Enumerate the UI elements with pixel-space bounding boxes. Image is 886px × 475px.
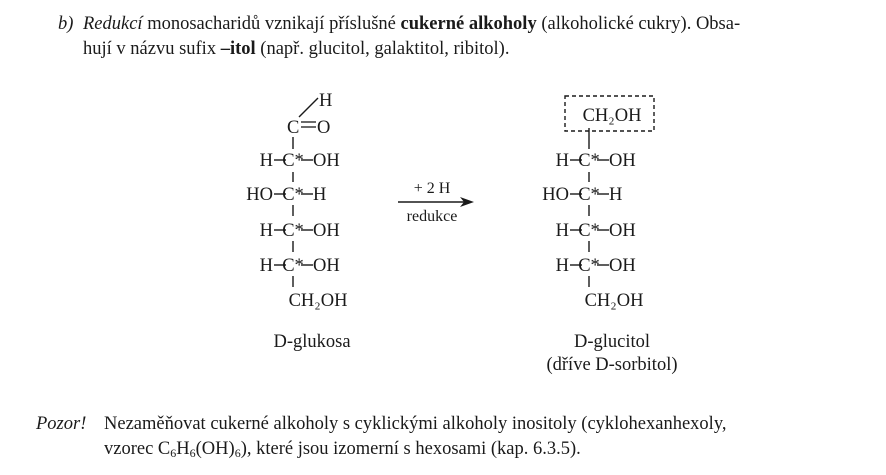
- arrow-condition: redukce: [406, 208, 458, 225]
- reaction-arrow: [398, 180, 474, 225]
- glucitol-structure: [542, 96, 677, 375]
- glucitol-alt-name: (dříve D-sorbitol): [546, 355, 678, 375]
- bond-c-h: [299, 98, 318, 117]
- warning-marker: Pozor!: [36, 414, 87, 434]
- row3-left: H: [259, 221, 273, 241]
- row3-center: C*: [578, 221, 600, 241]
- row3-right: OH: [313, 221, 340, 241]
- list-marker: b): [58, 14, 74, 34]
- glucose-name: D-glukosa: [273, 332, 351, 352]
- glucose-structure: [246, 91, 350, 352]
- row4-right: OH: [609, 256, 636, 276]
- intro-text-4: (např. glucitol, galaktitol, ribitol).: [255, 39, 510, 59]
- intro-text-2: (alkoholické cukry). Obsa-: [536, 14, 741, 34]
- row4-left: H: [555, 256, 569, 276]
- warning-line-2: [104, 437, 581, 462]
- subscript: 6: [234, 446, 241, 460]
- row2-left: HO: [246, 185, 273, 205]
- row4-center: C*: [578, 256, 600, 276]
- formula-part: (OH): [195, 439, 235, 459]
- aldehyde-h: H: [319, 91, 333, 111]
- row3-left: H: [555, 221, 569, 241]
- term-suffix: –itol: [220, 39, 256, 59]
- glucose-bottom: CH₂OH: [288, 291, 348, 311]
- arrow-reagent: + 2 H: [413, 180, 451, 197]
- intro-text-3: hují v názvu sufix: [83, 39, 221, 59]
- subscript: 6: [170, 446, 177, 460]
- row2-left: HO: [542, 185, 569, 205]
- row4-right: OH: [313, 256, 340, 276]
- row2-center: C*: [282, 185, 304, 205]
- subscript: 6: [189, 446, 196, 460]
- row1-left: H: [259, 151, 273, 171]
- glucitol-bottom: CH₂OH: [584, 291, 644, 311]
- row1-right: OH: [313, 151, 340, 171]
- row2-right: H: [313, 185, 327, 205]
- row1-right: OH: [609, 151, 636, 171]
- glucitol-name: D-glucitol: [573, 332, 651, 352]
- formula-part: ), které jsou izomerní s hexosami (kap. 6.3.5).: [240, 439, 581, 459]
- formula-part: H: [176, 439, 190, 459]
- formula-part: vzorec C: [104, 439, 171, 459]
- term-sugar-alcohols: cukerné alkoholy: [400, 14, 537, 34]
- row2-center: C*: [578, 185, 600, 205]
- aldehyde-o: O: [317, 118, 331, 138]
- row1-left: H: [555, 151, 569, 171]
- row2-right: H: [609, 185, 623, 205]
- row1-center: C*: [578, 151, 600, 171]
- intro-text-1: monosacharidů vznikají příslušné: [142, 14, 401, 34]
- row4-center: C*: [282, 256, 304, 276]
- term-reduction: Redukcí: [83, 14, 143, 34]
- aldehyde-c: C: [287, 118, 300, 138]
- row1-center: C*: [282, 151, 304, 171]
- warning-line-1: Nezaměňovat cukerné alkoholy s cyklickými alkoholy inositoly (cyklohexanhexoly,: [104, 414, 727, 434]
- row3-right: OH: [609, 221, 636, 241]
- row4-left: H: [259, 256, 273, 276]
- row3-center: C*: [282, 221, 304, 241]
- glucitol-top: CH₂OH: [582, 106, 642, 126]
